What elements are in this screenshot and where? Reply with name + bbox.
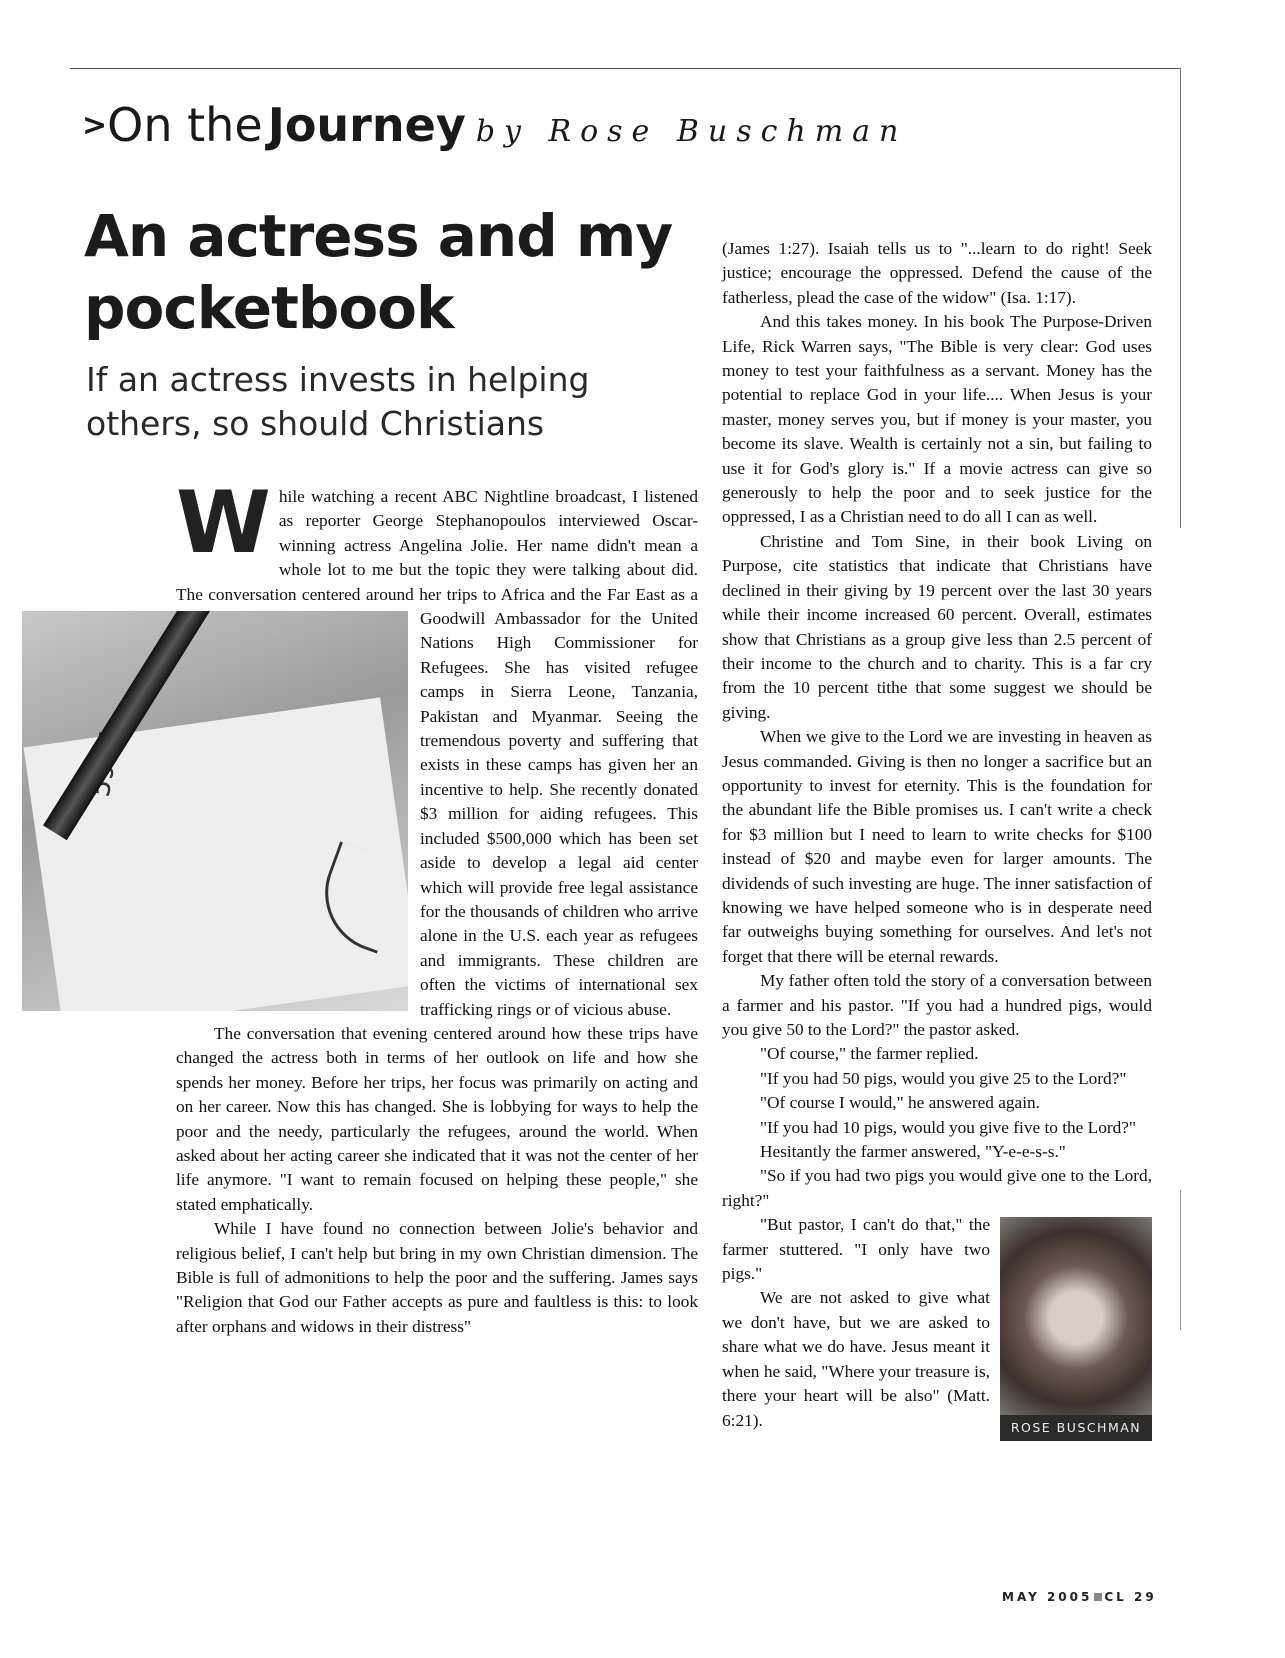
byline: by Rose Buschman xyxy=(475,114,908,149)
paragraph-1-part-a: hile watching a recent ABC Nightline broadcast, I listened as reporter George Stephanopoulos interviewed Oscar-winning actress Angelina Jolie. Her name didn't mean a whole lot to me but the topic they were talking about did. The conversation centered around her trips to Africa and the Far East as a xyxy=(176,487,698,604)
right-rule-lower xyxy=(1180,1190,1181,1330)
paragraph-r9: "If you had 10 pigs, would you give five to the Lord?" xyxy=(760,1117,1136,1137)
paragraph-r6: "Of course," the farmer replied. xyxy=(760,1044,979,1064)
paragraph-r2: And this takes money. In his book The Purpose-Driven Life, Rick Warren says, "The Bible is very clear: God uses money to test your faithfulness as a servant. Money has the potential to replace God in your life.... When Jesus is your master, money serves you, but if money is your master, you become its slave. Wealth is certainly not a sin, but failing to use it for God's glory is." If a movie actress can give so generously to help the poor and to seek justice for the oppressed, I as a Christian need to do all I can as well. xyxy=(722,312,1152,527)
paragraph-r12: "But pastor, I can't do that," the farmer stuttered. "I only have two pigs." xyxy=(722,1215,990,1284)
cheque-photo xyxy=(22,611,408,1011)
paragraph-r3: Christine and Tom Sine, in their book Living on Purpose, cite statistics that indicate that Christians have declined in their giving by 19 percent over the last 30 years while their income increased 60 percent. Overall, estimates show that Christians as a group give less than 2.5 percent of their income to the church and to charity. This is a far cry from the 10 percent tithe that some suggest we should be giving. xyxy=(722,531,1152,722)
paragraph-r7: "If you had 50 pigs, would you give 25 to the Lord?" xyxy=(760,1068,1127,1088)
paragraph-r10: Hesitantly the farmer answered, "Y-e-e-s-s." xyxy=(760,1142,1066,1162)
author-caption: ROSE BUSCHMAN xyxy=(1000,1415,1152,1441)
section-arrow: > xyxy=(82,108,108,143)
paragraph-2: The conversation that evening centered around how these trips have changed the actress both in terms of her outlook on life and how she spends her money. Before her trips, her focus was primarily on acting and on her career. Now this has changed. She is lobbying for ways to help the poor and the needy, particularly the refugees, around the world. When asked about her acting career she indicated that it was not the center of her life anymore. "I want to remain focused on helping these people," she stated emphatically. xyxy=(176,1023,698,1214)
section-header xyxy=(82,98,907,152)
article-subtitle: If an actress invests in helping others, so should Christians xyxy=(86,360,590,443)
article-title: An actress and my pocketbook xyxy=(84,202,673,342)
author-photo xyxy=(1000,1217,1152,1441)
paragraph-1-part-b: Goodwill Ambassador for the United Nations High Commissioner for Refugees. She has visited refugee camps in Sierra Leone, Tanzania, Pakistan and Myanmar. Seeing the tremendous poverty and suffering that exists in these camps has given her an incentive to help. She recently donated $3 million for aiding refugees. This included $500,000 which has been set aside to develop a legal aid center which will provide free legal assistance for the thousands of children who arrive alone in the U.S. each year as refugees and immigrants. These children are often the victims of international sex trafficking rings or of vicious abuse. xyxy=(420,609,698,1019)
right-rule xyxy=(1180,68,1181,528)
drop-cap: W xyxy=(176,473,271,573)
paragraph-r8: "Of course I would," he answered again. xyxy=(760,1093,1040,1113)
right-column xyxy=(722,237,1152,1441)
paragraph-3: While I have found no connection between Jolie's behavior and religious belief, I can't help but bring in my own Christian dimension. The Bible is full of admonitions to help the poor and the suffering. James says "Religion that God our Father accepts as pure and faultless is this: to look after orphans and widows in their distress" xyxy=(176,1219,698,1336)
paragraph-r1: (James 1:27). Isaiah tells us to "...learn to do right! Seek justice; encourage the oppressed. Defend the cause of the fatherless, plead the case of the widow" (Isa. 1:17). xyxy=(722,239,1152,307)
footer-page: CL 29 xyxy=(1104,1590,1157,1604)
paragraph-r13: We are not asked to give what we don't have, but we are asked to share what we do have. Jesus meant it when he said, "Where your treasure is, there your heart will be also" (Matt. 6:21). xyxy=(722,1288,990,1430)
footer-month: MAY 2005 xyxy=(1002,1590,1093,1604)
top-rule xyxy=(70,68,1180,69)
left-column xyxy=(176,473,698,1339)
page-footer xyxy=(1002,1590,1157,1604)
section-prefix: On the xyxy=(107,98,263,152)
footer-square-icon xyxy=(1094,1593,1102,1601)
paragraph-r11: "So if you had two pigs you would give one to the Lord, right?" xyxy=(722,1166,1152,1210)
section-name: Journey xyxy=(267,98,466,152)
paragraph-r4: When we give to the Lord we are investing in heaven as Jesus commanded. Giving is then no longer a sacrifice but an opportunity to invest for eternity. This is the foundation for the abundant life the Bible promises us. I can't write a check for $3 million but I need to learn to write checks for $100 instead of $20 and maybe even for larger amounts. The dividends of such investing are huge. The inner satisfaction of knowing we have helped someone who is in desperate need far outweighs buying something for ourselves. And let's not forget that there will be eternal rewards. xyxy=(722,727,1152,966)
paragraph-r5: My father often told the story of a conversation between a farmer and his pastor. "If you had a hundred pigs, would you give 50 to the Lord?" the pastor asked. xyxy=(722,971,1152,1039)
